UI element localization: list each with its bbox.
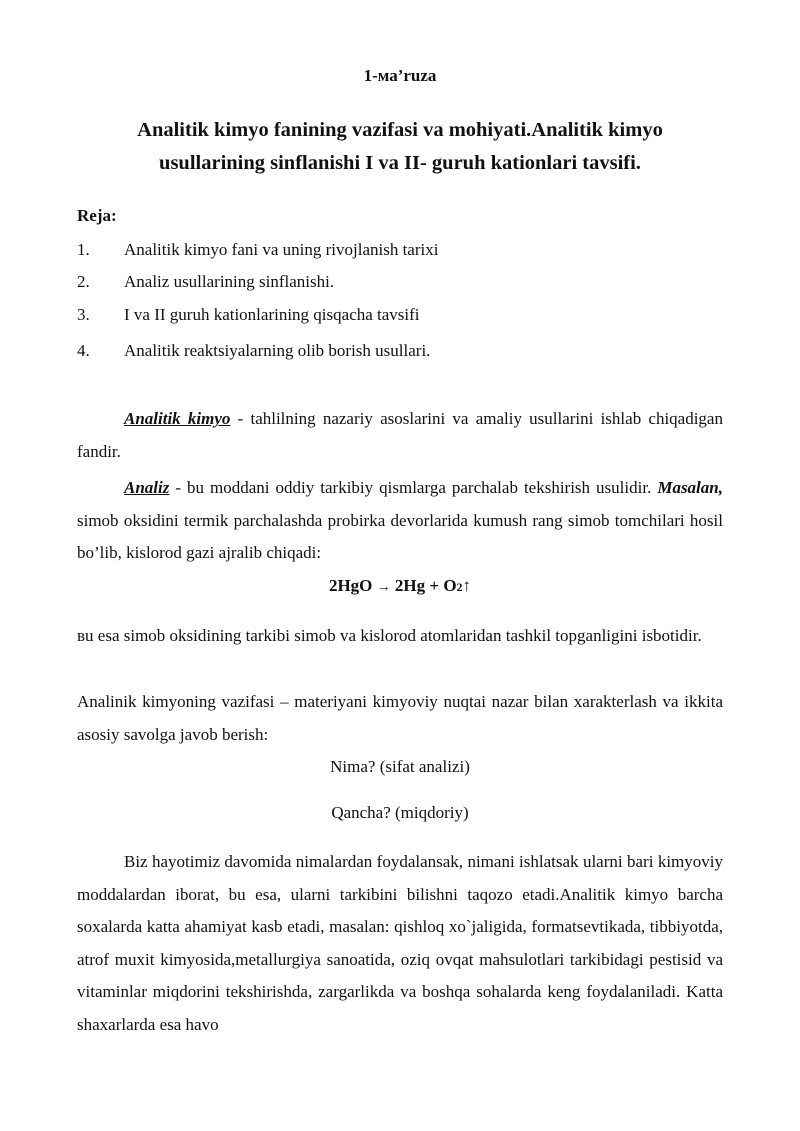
example-label: Masalan,: [657, 478, 723, 497]
plan-item-text: Analiz usullarining sinflanishi.: [124, 272, 335, 291]
question-qualitative: Nima? (sifat analizi): [330, 757, 470, 776]
lecture-number: 1-ма’ruza: [363, 66, 437, 85]
plan-item: [77, 341, 430, 361]
gas-arrow-icon: ↑: [462, 576, 472, 595]
term-analiz: Analiz: [124, 478, 170, 497]
document-title: Analitik kimyo fanining vazifasi va mohiyati.Analitik kimyo usullarining sinflanishi I va II- guruh kationlari tavsifi.: [137, 119, 663, 174]
equation-subscript: 2: [456, 580, 463, 594]
plan-item: [77, 305, 420, 325]
paragraph-text: - tahlilning nazariy asoslarini va amaliy usullarini ishlab chiqadigan fandir.: [77, 409, 723, 461]
paragraph-text: simob oksidini termik parchalashda probirka devorlarida kumush rang simob tomchilari hosil bo’lib, kislorod gazi ajralib chiqadi:: [77, 510, 723, 562]
paragraph-definition-analysis: [77, 472, 723, 570]
plan-item-number: 4.: [77, 341, 90, 360]
reaction-arrow-icon: →: [376, 580, 391, 595]
plan-item-text: Analitik reaktsiyalarning olib borish usullari.: [124, 341, 431, 360]
paragraph-text: - bu moddani oddiy tarkibiy qismlarga parchalab tekshirish usulidir.: [169, 478, 658, 497]
paragraph-proof: вu esa simob oksidining tarkibi simob va kislorod atomlaridan tashkil topganligini isbotidir.: [77, 626, 702, 645]
equation-left: 2HgO: [328, 576, 377, 595]
term-analitik-kimyo: Analitik kimyo: [124, 409, 231, 428]
chemical-equation: [0, 576, 800, 596]
paragraph-definition-analytical-chemistry: [77, 403, 723, 468]
plan-item-text: Analitik kimyo fani va uning rivojlanish tarixi: [124, 240, 439, 259]
equation-right: 2Hg + O: [390, 576, 457, 595]
plan-item-number: 1.: [77, 240, 90, 259]
plan-item: [77, 272, 334, 292]
question-quantitative: Qancha? (miqdoriy): [331, 803, 469, 822]
plan-item: [77, 240, 438, 260]
plan-item-text: I va II guruh kationlarining qisqacha tavsifi: [124, 305, 420, 324]
plan-item-number: 3.: [77, 305, 90, 324]
plan-item-number: 2.: [77, 272, 90, 291]
paragraph-task: Analinik kimyoning vazifasi – materiyani kimyoviy nuqtai nazar bilan xarakterlash va ikkita asosiy savolga javob berish:: [77, 692, 723, 744]
paragraph-importance: Biz hayotimiz davomida nimalardan foydalansak, nimani ishlatsak ularni bari kimyoviy moddalardan iborat, bu esa, ularni tarkibini bilishni taqozo etadi.Analitik kimyo barcha soxalarda katta ahamiyat kasb etadi, masalan: qishloq xo`jaligida, formatsevtikada, tibbiyotda, atrof muxit kimyosida,metallurgiya sanoatida, oziq ovqat mahsulotlari tarkibidagi pestisid va vitaminlar miqdorini tekshirishda, zargarlikda va boshqa sohalarda keng foydalaniladi. Katta shaxarlarda esa havo: [77, 852, 723, 1034]
plan-heading: Reja:: [77, 206, 117, 225]
